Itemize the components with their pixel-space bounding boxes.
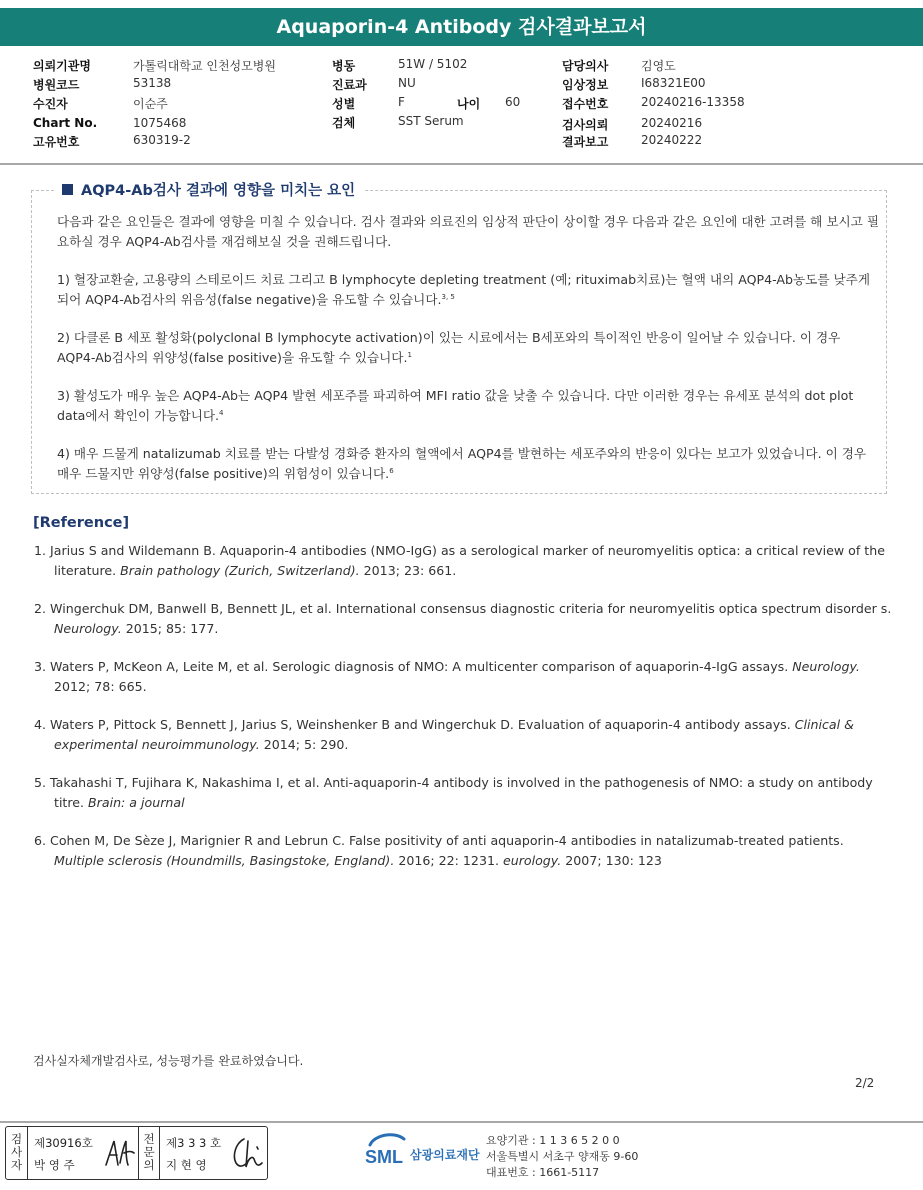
- value-specimen: SST Serum: [398, 114, 464, 128]
- value-hospital-code: 53138: [133, 76, 172, 90]
- signature-box: [5, 1126, 268, 1180]
- value-requesting-institution: 가톨릭대학교 인천성모병원: [133, 59, 276, 73]
- organization-name: 삼광의료재단: [410, 1148, 480, 1162]
- institution-phone: 대표번호 : 1661-5117: [486, 1166, 600, 1179]
- label-hospital-code: 병원코드: [33, 78, 80, 92]
- value-department: NU: [398, 76, 416, 90]
- factor-item: 3) 활성도가 매우 높은 AQP4-Ab는 AQP4 발현 세포주를 파괴하여 MFI ratio 값을 낮출 수 있습니다. 다만 이러한 경우는 유세포 분석의 dot plot data에서 확인이 가능합니다.$^4$: [57, 388, 854, 423]
- citation: 6: [389, 466, 394, 475]
- value-physician: 김영도: [641, 59, 676, 73]
- citation: 1: [407, 350, 412, 359]
- factor-item: 1) 혈장교환술, 고용량의 스테로이드 치료 그리고 B lymphocyte depleting treatment (예; rituximab치료)는 혈액 내의 AQP4-Ab농도를 낮주게 되어 AQP4-Ab검사의 위음성(false negative)을 유도할 수 있습니다.$^{3, 5}$: [57, 272, 871, 307]
- reference-item: 2. Wingerchuk DM, Banwell B, Bennett JL, et al. International consensus diagnostic criteria for neuromyelitis optica spectrum disorder s. Neurology. 2015; 85: 177.: [34, 601, 892, 636]
- value-receipt-no: 20240216-13358: [641, 95, 745, 109]
- reference-item: 4. Waters P, Pittock S, Bennett J, Jarius S, Weinshenker B and Wingerchuk D. Evaluation of aquaporin-4 antibody assays. Clinical & experimental neuroimmunology. 2014; 5: 290.: [34, 717, 854, 752]
- tester-license-no: 제30916호: [34, 1136, 93, 1150]
- tester-label: 검 사 자: [6, 1127, 28, 1179]
- label-patient: 수진자: [33, 97, 68, 111]
- report-title: Aquaporin-4 Antibody 검사결과보고서: [0, 8, 923, 46]
- approver-name: 지 현 영: [166, 1158, 207, 1172]
- approver-signature: [230, 1133, 266, 1173]
- factor-item: 2) 다클론 B 세포 활성화(polyclonal B lymphocyte activation)이 있는 시료에서는 B세포와의 특이적인 반응이 일어날 수 있습니다. 이 경우 AQP4-Ab검사의 위양성(false positive)을 유도할 수 있습니다.$^1$: [57, 330, 841, 365]
- reference-item: 6. Cohen M, De Sèze J, Marignier R and Lebrun C. False positivity of anti aquaporin-4 antibodies in natalizumab-treated patients. Multiple sclerosis (Houndmills, Basingstoke, England). 2016; 22: 1231. eurology. 2007; 130: 123: [34, 833, 844, 868]
- label-chart-no: Chart No.: [33, 116, 98, 130]
- factors-intro: 다음과 같은 요인들은 결과에 영향을 미칠 수 있습니다. 검사 결과와 의료진의 임상적 판단이 상이할 경우 다음과 같은 요인에 대한 고려를 해 보시고 필요하실 경우 AQP4-Ab검사를 재검해보실 것을 권해드립니다.: [57, 214, 880, 249]
- footer-divider: [0, 1121, 923, 1123]
- label-test-request-date: 검사의뢰: [562, 118, 609, 132]
- label-ward: 병동: [332, 59, 356, 73]
- institution-info: [486, 1133, 638, 1181]
- reference-item: 3. Waters P, McKeon A, Leite M, et al. Serologic diagnosis of NMO: A multicenter comparison of aquaporin-4-IgG assays. Neurology. 2012; 78: 665.: [34, 659, 860, 694]
- value-chart-no: 1075468: [133, 116, 187, 130]
- label-report-date: 결과보고: [562, 135, 609, 149]
- institution-code: 요양기관 : 1 1 3 6 5 2 0 0: [486, 1134, 620, 1147]
- label-department: 진료과: [332, 78, 367, 92]
- reference-item: 1. Jarius S and Wildemann B. Aquaporin-4 antibodies (NMO-IgG) as a serological marker of neuromyelitis optica: a critical review of the literature. Brain pathology (Zurich, Switzerland). 2013; 23: 661.: [34, 543, 885, 578]
- reference-item: 5. Takahashi T, Fujihara K, Nakashima I, et al. Anti-aquaporin-4 antibody is involved in the pathogenesis of NMO: a study on antibody titre. Brain: a journal: [34, 775, 873, 810]
- institution-address: 서울특별시 서초구 양재동 9-60: [486, 1150, 639, 1163]
- value-test-request-date: 20240216: [641, 116, 703, 130]
- value-report-date: 20240222: [641, 133, 703, 147]
- tester-signature: [102, 1135, 136, 1171]
- value-unique-no: 630319-2: [133, 133, 191, 147]
- validation-note: 검사실자체개발검사로, 성능평가를 완료하였습니다.: [33, 1054, 304, 1068]
- approver-label: 전 문 의: [138, 1127, 160, 1179]
- label-clinical-info: 임상정보: [562, 78, 609, 92]
- value-sex: F: [398, 95, 405, 109]
- citation: 4: [219, 408, 224, 417]
- value-ward: 51W / 5102: [398, 57, 468, 71]
- label-requesting-institution: 의뢰기관명: [33, 59, 91, 73]
- label-unique-no: 고유번호: [33, 135, 80, 149]
- factors-title: AQP4-Ab검사 결과에 영향을 미치는 요인: [56, 179, 365, 200]
- patient-info: [0, 55, 923, 155]
- reference-list: [34, 541, 894, 889]
- logo-text: SML: [365, 1147, 403, 1167]
- value-clinical-info: I68321E00: [641, 76, 706, 90]
- label-age: 나이: [457, 97, 481, 111]
- square-bullet-icon: [62, 184, 73, 195]
- label-sex: 성별: [332, 97, 356, 111]
- reference-title: [Reference]: [33, 515, 130, 531]
- label-receipt-no: 접수번호: [562, 97, 609, 111]
- sml-logo-icon: [364, 1131, 410, 1175]
- value-age: 60: [505, 95, 521, 109]
- factor-item: 4) 매우 드물게 natalizumab 치료를 받는 다발성 경화증 환자의 혈액에서 AQP4를 발현하는 세포주와의 반응이 있다는 보고가 있었습니다. 이 경우 매우 드물지만 위양성(false positive)의 위험성이 있습니다.$^6$: [57, 446, 867, 481]
- label-specimen: 검체: [332, 116, 356, 130]
- approver-license-no: 제3 3 3 호: [166, 1136, 222, 1150]
- header-divider: [0, 163, 923, 165]
- page-number: 2/2: [855, 1076, 875, 1090]
- value-patient: 이순주: [133, 97, 168, 111]
- tester-name: 박 영 주: [34, 1158, 75, 1172]
- factors-body: [57, 212, 881, 502]
- label-physician: 담당의사: [562, 59, 609, 73]
- citation: 3, 5: [441, 292, 455, 301]
